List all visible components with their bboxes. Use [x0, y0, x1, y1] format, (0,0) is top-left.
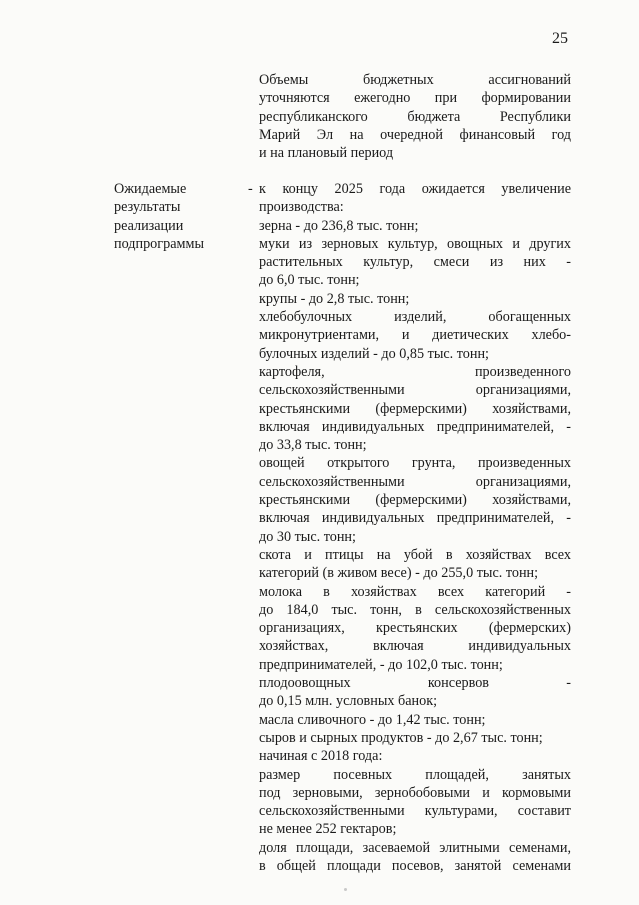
results-line: картофеля, произведенного [259, 363, 571, 380]
funding-line: республиканского бюджета Республики [259, 108, 571, 125]
results-text [259, 180, 571, 875]
results-line: скота и птицы на убой в хозяйствах всех [259, 546, 571, 563]
results-line: начиная с 2018 года: [259, 748, 383, 765]
results-line: размер посевных площадей, занятых [259, 766, 571, 783]
results-line: сельскохозяйственными культурами, составит [259, 803, 571, 820]
results-line: организациях, крестьянских (фермерских) [259, 620, 571, 637]
row-label [114, 180, 244, 253]
results-line: до 184,0 тыс. тонн, в сельскохозяйственных [259, 601, 571, 618]
row-label-line: подпрограммы [114, 235, 204, 252]
scan-speck [344, 888, 347, 891]
row-label-line: результаты [114, 199, 181, 216]
results-line: сельскохозяйственными организациями, [259, 473, 571, 490]
results-line: зерна - до 236,8 тыс. тонн; [259, 217, 419, 234]
results-line: до 6,0 тыс. тонн; [259, 272, 360, 289]
results-line: включая индивидуальных предпринимателей, - [259, 510, 571, 527]
results-line: хозяйствах, включая индивидуальных [259, 638, 571, 655]
results-line: предпринимателей, - до 102,0 тыс. тонн; [259, 656, 503, 673]
results-line: растительных культур, смеси из них - [259, 254, 571, 271]
results-line: в общей площади посевов, занятой семенами [259, 857, 571, 874]
results-line: сельскохозяйственными организациями, [259, 382, 571, 399]
results-line: к концу 2025 года ожидается увеличение [259, 181, 571, 197]
results-line: не менее 252 гектаров; [259, 821, 397, 838]
results-line: молока в хозяйствах всех категорий - [259, 583, 571, 600]
row-label-line: Ожидаемые [114, 181, 187, 197]
results-line: под зерновыми, зернобобовыми и кормовыми [259, 784, 571, 801]
funding-text [259, 71, 571, 162]
results-line: крестьянскими (фермерскими) хозяйствами, [259, 492, 571, 509]
page-number: 25 [552, 30, 568, 47]
row-dash: - [248, 181, 253, 197]
results-line: до 0,15 млн. условных банок; [259, 693, 438, 710]
results-line: производства: [259, 199, 344, 216]
results-line: до 30 тыс. тонн; [259, 528, 356, 545]
results-line: хлебобулочных изделий, обогащенных [259, 309, 571, 326]
results-line: плодоовощных консервов - [259, 675, 571, 692]
funding-line: уточняются ежегодно при формировании [259, 90, 571, 107]
results-line: доля площади, засеваемой элитными семенами, [259, 839, 571, 856]
results-line: булочных изделий - до 0,85 тыс. тонн; [259, 345, 489, 362]
results-line: масла сливочного - до 1,42 тыс. тонн; [259, 711, 486, 728]
results-line: сыров и сырных продуктов - до 2,67 тыс. тонн; [259, 729, 543, 746]
results-line: муки из зерновых культур, овощных и других [259, 235, 571, 252]
results-line: включая индивидуальных предпринимателей, - [259, 418, 571, 435]
results-line: категорий (в живом весе) - до 255,0 тыс. тонн; [259, 565, 539, 582]
results-line: крестьянскими (фермерскими) хозяйствами, [259, 400, 571, 417]
results-line: до 33,8 тыс. тонн; [259, 437, 367, 454]
results-line: микронутриентами, и диетических хлебо- [259, 327, 571, 344]
row-label-line: реализации [114, 217, 184, 234]
funding-line: и на плановый период [259, 145, 394, 162]
results-line: крупы - до 2,8 тыс. тонн; [259, 290, 410, 307]
funding-line: Объемы бюджетных ассигнований [259, 72, 571, 88]
funding-line: Марий Эл на очередной финансовый год [259, 126, 571, 143]
results-line: овощей открытого грунта, произведенных [259, 455, 571, 472]
